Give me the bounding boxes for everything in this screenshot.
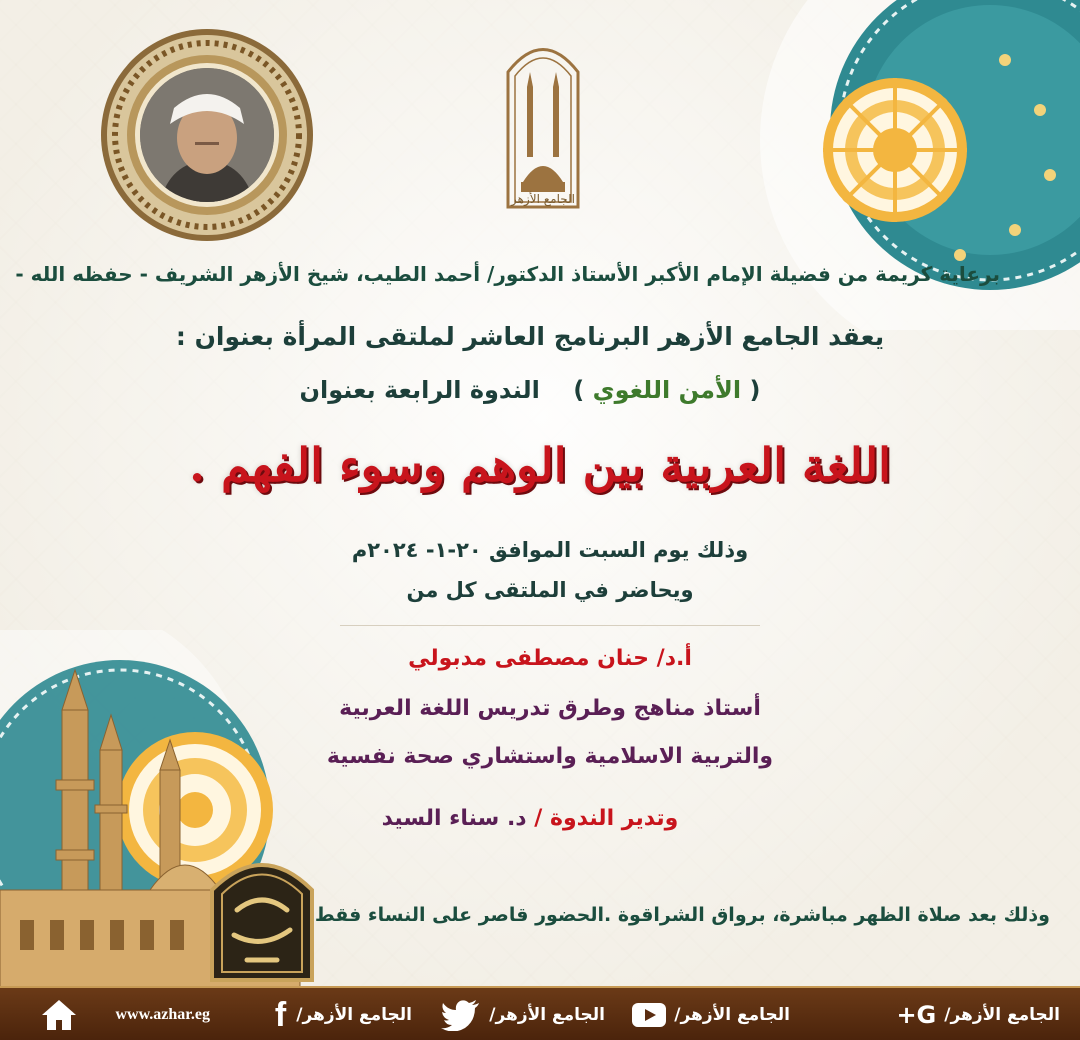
topic-line xyxy=(230,376,830,404)
moderator-name: د. سناء السيد xyxy=(381,806,527,831)
topic-name: الأمن اللغوي xyxy=(592,376,742,404)
divider-line xyxy=(340,625,760,626)
seminar-intro: الندوة الرابعة بعنوان xyxy=(299,376,540,404)
sheikh-portrait xyxy=(140,68,274,202)
footer-twitter[interactable] xyxy=(441,988,605,1040)
footer-label-youtube: الجامع الأزهر/ xyxy=(674,1005,790,1025)
footer-label-facebook: الجامع الأزهر/ xyxy=(296,1005,412,1025)
youtube-icon xyxy=(632,1003,666,1027)
speaker-title-line1: أستاذ مناهج وطرق تدريس اللغة العربية xyxy=(339,696,761,721)
speaker-title-line2: والتربية الاسلامية واستشاري صحة نفسية xyxy=(326,744,774,769)
close-paren: ) xyxy=(573,376,585,404)
footer-facebook[interactable] xyxy=(275,988,412,1040)
logo-caption: الجامع الأزهر xyxy=(511,192,575,206)
sponsorship-line: برعاية كريمة من فضيلة الإمام الأكبر الأستاذ الدكتور/ أحمد الطيب، شيخ الأزهر الشريف - حفظه الله - xyxy=(15,262,1000,286)
footer-website[interactable] xyxy=(115,988,210,1040)
date-line: وذلك يوم السبت الموافق ٢٠-١- ٢٠٢٤م xyxy=(351,538,749,562)
program-line: يعقد الجامع الأزهر البرنامج العاشر لملتقى المرأة بعنوان : xyxy=(175,322,885,351)
google-plus-icon: G+ xyxy=(896,1001,937,1029)
footer-label-twitter: الجامع الأزهر/ xyxy=(489,1005,605,1025)
moderator-label: وتدير الندوة / xyxy=(534,806,679,831)
open-paren: ( xyxy=(749,376,761,404)
footer-youtube[interactable] xyxy=(632,988,790,1040)
attendance-notice: وذلك بعد صلاة الظهر مباشرة، برواق الشراقوة .الحضور قاصر على النساء فقط xyxy=(314,904,1050,926)
home-icon[interactable] xyxy=(40,988,78,1040)
footer-label-gplus: الجامع الأزهر/ xyxy=(944,1005,1060,1025)
facebook-icon: f xyxy=(274,995,287,1034)
riwaq-stamp xyxy=(202,850,322,990)
footer-bar xyxy=(0,986,1080,1040)
lecturers-intro: ويحاضر في الملتقى كل من xyxy=(406,578,694,602)
footer-google-plus[interactable] xyxy=(896,988,1060,1040)
seminar-title: اللغة العربية بين الوهم وسوء الفهم . xyxy=(189,438,891,492)
moderator-line xyxy=(330,806,730,831)
twitter-icon xyxy=(441,999,481,1031)
speaker-name: أ.د/ حنان مصطفى مدبولي xyxy=(408,646,692,671)
website-link[interactable]: www.azhar.eg xyxy=(115,1006,210,1023)
